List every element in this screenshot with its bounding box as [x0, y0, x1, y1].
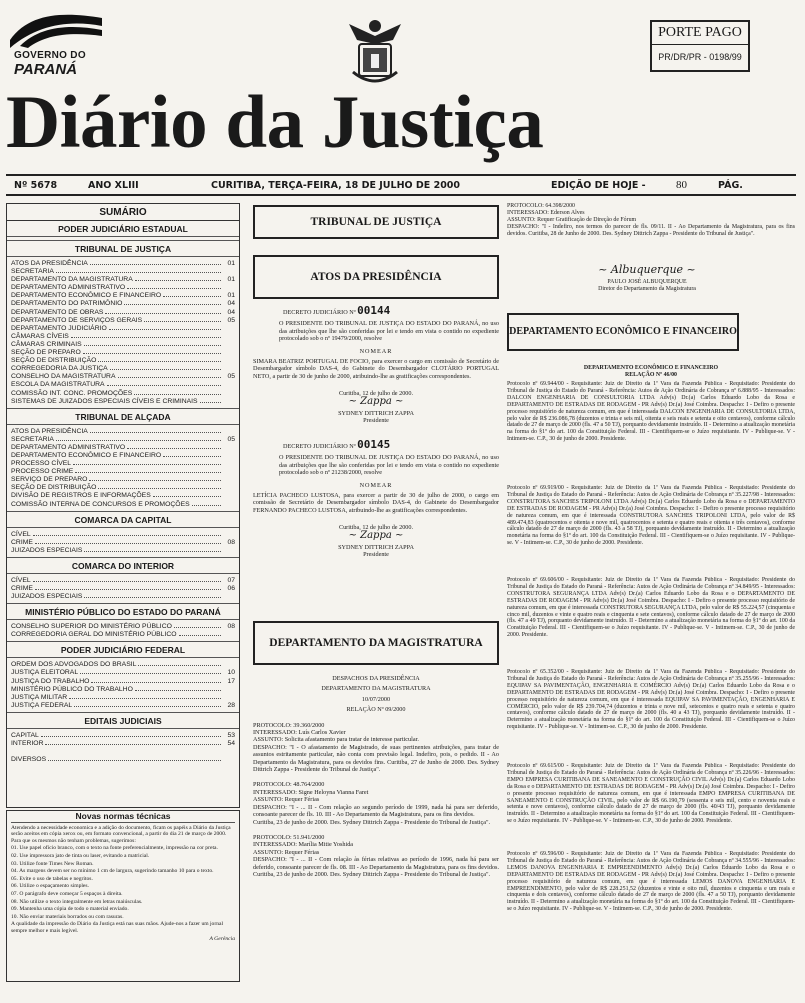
- sumario-entry: [7, 389, 239, 397]
- normas-item: 08. Não utilize o texto integralmente em letras maiúsculas.: [11, 898, 143, 905]
- sumario-entry: [7, 491, 239, 499]
- leader-dots: [84, 546, 221, 552]
- right-column: [507, 203, 799, 993]
- leader-dots: [138, 660, 221, 666]
- sumario-entry-page: 01: [227, 292, 235, 300]
- right-signer-role: Diretor do Departamento da Magistratura: [598, 285, 696, 292]
- right-signature-block: [547, 263, 747, 293]
- normas-item: 06. Utilize o espaçamento simples.: [11, 883, 89, 890]
- porte-pago-code: PR/DR/PR - 0198/99: [658, 52, 742, 62]
- leader-dots: [163, 291, 221, 297]
- leader-dots: [41, 731, 221, 737]
- leader-dots: [127, 283, 221, 289]
- decree-2-num: 00145: [357, 438, 391, 451]
- sumario-entry-label: CRIME: [11, 538, 33, 546]
- sumario-entry-label: ATOS DA PRESIDÊNCIA: [11, 427, 88, 435]
- sumario-entry: [7, 356, 239, 364]
- decree-2-role: Presidente: [363, 551, 389, 559]
- sumario-entry-label: CAPITAL: [11, 731, 39, 739]
- sumario-entry: [7, 660, 239, 668]
- sumario-entry: [7, 397, 239, 405]
- leader-dots: [127, 443, 221, 449]
- sumario-entry-label: CÂMARAS CÍVEIS: [11, 332, 69, 340]
- sumario-entry: [7, 348, 239, 356]
- leader-dots: [56, 267, 221, 273]
- sumario-entry-label: JUSTIÇA MILITAR: [11, 693, 68, 701]
- decree-2-nomear: NOMEAR: [359, 481, 393, 489]
- leader-dots: [107, 380, 221, 386]
- despacho-protocol-2: PROTOCOLO: 48.764/2000 INTERESSADO: Signe Heloyna Vianna Faret ASSUNTO: Requer Férias DESPACHO: "I - ... II - Com relação ao segundo período de 1999, nada há para ser deferido, consoante parecer de fls. 10. III - Ao Departamento da Magistratura, para os fins devidos. Curitiba, 23 de junho de 2000. Des. Sydney Dittrich Zappa - Presidente do Tribunal de Justiça".: [253, 781, 499, 826]
- leader-dots: [90, 427, 221, 433]
- leader-dots: [83, 348, 221, 354]
- sumario-entry-page: 08: [227, 538, 235, 546]
- decree-1-place: Curitiba, 12 de julho de 2000.: [338, 390, 414, 398]
- sumario-entry: [7, 668, 239, 676]
- sumario-entry: [7, 731, 239, 739]
- leader-dots: [98, 356, 221, 362]
- sumario-section-heading: PODER JUDICIÁRIO FEDERAL: [7, 641, 239, 658]
- sumario-entry: [7, 467, 239, 475]
- porte-pago-label: PORTE PAGO: [652, 25, 748, 45]
- sumario-entry-label: DEPARTAMENTO ECONÔMICO E FINANCEIRO: [11, 292, 162, 300]
- despachos-heading-3: 10/07/2000: [361, 695, 391, 703]
- sumario-entry: [7, 630, 239, 638]
- normas-outro: A qualidade da impressão do Diário da Justiça está nas suas mãos. Ajude-nos a fazer um jornal sempre melhor e mais legível.: [11, 921, 224, 934]
- normas-tecnicas-box: [6, 810, 240, 982]
- sumario-entry-label: PROCESSO CRIME: [11, 468, 74, 476]
- sumario-entry-label: ATOS DA PRESIDÊNCIA: [11, 260, 88, 267]
- normas-item: 03. Utilize fonte Times New Roman.: [11, 860, 94, 867]
- sumario-body: [7, 221, 239, 763]
- sumario-entry: [7, 259, 239, 267]
- leader-dots: [13, 747, 221, 753]
- requisitorio-protocol: Protocolo nº 69.615/00 - Requisitante: Juiz de Direito da 1ª Vara da Fazenda Pública - Requisitado: Presidente do Tribunal de Justiça do Estado do Paraná - Referência: Autos de Ação Ordinária de Cobrança nº 35.226/96 - Interessados: EMPO EMPRESA CURITIBANA DE SANEAMENTO E CONSTRUÇÃO CIVIL Adv(s) Dr.(a) Carlos Eduardo Lobo da Rosa e o DEPARTAMENTO DE ESTRADAS DE RODAGEM - PR Adv(s) Dr.(a) José Coimbra. Despacho: I - Defiro o presente processo requisitório de natureza comum, em que é interessada EMPO EMPRESA CURITIBANA DE SANEAMENTO E CONSTRUÇÃO CIVIL, pelo valor de R$ 66.190,79 (sessenta e seis mil, cento e noventa reais e setenta e nove centavos), conforme cálculo datado de 27 de março de 2000 (fls. 40/43 TJ), porquanto devidamente instruído. II - Determino a atualização monetária na forma do §1º do art. 100 da Constituição Federal. III - Cientifiquem-se o Juízo requisitante. IV - Publique-se. V - Intimem-se. C.P., 30 de junho de 2000. Presidente.: [507, 763, 795, 825]
- despacho-protocol-3: PROTOCOLO: 51.941/2000 INTERESSADO: Marília Mitie Yoshida ASSUNTO: Requer Férias DESPACHO: "I - ... II - Com relação às férias relativas ao período de 1996, nada há para ser deferido, consoante parecer de fls. 08. III - Ao Departamento da Magistratura, para os fins devidos. Curitiba, 23 de junho de 2000. Des. Sydney Dittrich Zappa - Presidente do Tribunal de Justiça".: [253, 833, 499, 878]
- despachos-heading-2: DEPARTAMENTO DA MAGISTRATURA: [321, 685, 431, 693]
- leader-dots: [192, 500, 221, 506]
- right-signature: ~ Albuquerque ~: [598, 263, 696, 276]
- sumario-title: SUMÁRIO: [7, 204, 239, 221]
- leader-dots: [118, 372, 222, 378]
- decree-2-nomear-text: LETÍCIA PACHECO LUSTOSA, para exercer a partir de 30 de julho de 2000, o cargo em comissão de Secretário de Desembargador símbolo DAS-4, do Gabinete do Desembargador FERNANDO PACHECO LUSTOSA, atribuindo-lhe as gratificações correspondentes.: [253, 492, 499, 514]
- sumario-entry: [7, 372, 239, 380]
- sumario-section-heading: PODER JUDICIÁRIO ESTADUAL: [7, 221, 239, 237]
- sumario-entry-label: CÍVEL: [11, 576, 31, 584]
- leader-dots: [80, 668, 221, 674]
- leader-dots: [179, 630, 221, 636]
- sumario-entry-label: ORDEM DOS ADVOGADOS DO BRASIL: [11, 661, 137, 669]
- issue-number: Nº 5678: [14, 180, 58, 191]
- leader-dots: [45, 739, 221, 745]
- sumario-box: [6, 203, 240, 808]
- sumario-entry: [7, 451, 239, 459]
- sumario-entry: [7, 364, 239, 372]
- decree-1-label: DECRETO JUDICIÁRIO Nº: [283, 309, 356, 316]
- sumario-entry-label: SEÇÃO DE PREPARO: [11, 349, 81, 357]
- sumario-entry-label: ESCOLA DA MAGISTRATURA: [11, 381, 105, 389]
- leader-dots: [84, 592, 221, 598]
- sumario-entry-label: DEPARTAMENTO DA MAGISTRATURA: [11, 276, 133, 284]
- leader-dots: [200, 397, 221, 403]
- sumario-entry-label: SECRETARIA: [11, 268, 54, 276]
- decree-2-text: O PRESIDENTE DO TRIBUNAL DE JUSTIÇA DO ESTADO DO PARANÁ, no uso das atribuições que lhe são conferidas por lei e tendo em vista o contido no expediente protocolado sob o nº 21238/2000, resolve: [279, 454, 499, 477]
- sumario-entry-label: CONSELHO DA MAGISTRATURA: [11, 373, 116, 381]
- decree-1-number: [253, 304, 499, 317]
- sumario-section-heading: COMARCA DO INTERIOR: [7, 557, 239, 574]
- sumario-entry: [7, 747, 239, 755]
- dateline-bar: [6, 174, 796, 196]
- sumario-entry: [7, 459, 239, 467]
- newspaper-title: Diário da Justiça: [6, 81, 544, 164]
- leader-dots: [56, 435, 221, 441]
- sumario-entry-label: SECRETARIA: [11, 435, 54, 443]
- sumario-entry: [7, 592, 239, 600]
- sumario-entry: [7, 291, 239, 299]
- leader-dots: [35, 584, 221, 590]
- sumario-entry-label: DEPARTAMENTO DE OBRAS: [11, 308, 104, 316]
- leader-dots: [163, 451, 221, 457]
- leader-dots: [89, 475, 221, 481]
- right-signer: PAULO JOSÉ ALBUQUERQUE: [607, 279, 687, 285]
- decree-1-text: O PRESIDENTE DO TRIBUNAL DE JUSTIÇA DO ESTADO DO PARANÁ, no uso das atribuições que lhe são conferidas por lei e tendo em vista o contido no expediente protocolado sob o nº 19479/2000, resolve: [279, 320, 499, 343]
- leader-dots: [174, 622, 221, 628]
- edition-label: EDIÇÃO DE HOJE -: [551, 180, 646, 191]
- sumario-section-heading: EDITAIS JUDICIAIS: [7, 712, 239, 729]
- leader-dots: [33, 576, 221, 582]
- right-top-protocol: PROTOCOLO: 64.398/2000 INTERESSADO: Ederson Alves ASSUNTO: Requer Gratificação de Direção de Fórum DESPACHO: "I - Indefiro, nos termos do parecer de fls. 09/11. II - Ao Departamento da Magistratura, para os fins devidos. Curitiba, 28 de Junho de 2000. Des. Sydney Dittrich Zappa - Presidente do Tribunal de Justiça".: [507, 203, 795, 237]
- page-count: 80: [676, 179, 687, 191]
- despachos-heading-4: RELAÇÃO Nº 09/2000: [346, 706, 406, 714]
- sumario-entry: [7, 546, 239, 554]
- sumario-entry-label: COMISSÃO INTERNA DE CONCURSOS E PROMOÇÕES: [11, 500, 190, 508]
- decree-2-signer: SYDNEY DITTRICH ZAPPA: [338, 543, 414, 551]
- sumario-entry-label: JUIZADOS ESPECIAIS: [11, 593, 83, 601]
- sumario-entry-label: INTERIOR: [11, 740, 44, 748]
- sumario-section-heading: COMARCA DA CAPITAL: [7, 511, 239, 528]
- normas-heading: Novas normas técnicas: [11, 813, 235, 823]
- sumario-entry-label: CORREGEDORIA GERAL DO MINISTÉRIO PÚBLICO: [11, 631, 177, 639]
- normas-signature: A Gerência: [209, 935, 235, 942]
- decree-1-role: Presidente: [363, 417, 389, 425]
- sumario-entry-page: 53: [227, 731, 235, 739]
- decree-1: [253, 304, 499, 425]
- relacao-heading-1: DEPARTAMENTO ECONÔMICO E FINANCEIRO: [583, 365, 719, 371]
- sumario-entry: [7, 275, 239, 283]
- normas-intro: Atendendo a necessidade economica e a adição do documento, ficam os papéis a Diário da Justiça serão aceitos em cópia xerox ou, em formato convencional, a partir do dia 21 de março de 2000. Para que os mesmos não tenham problemas, sugerimos:: [11, 824, 231, 844]
- decree-2: [253, 438, 499, 559]
- requisitorio-protocol: Protocolo nº 69.944/00 - Requisitante: Juiz de Direito da 1ª Vara da Fazenda Pública - Requisitado: Presidente do Tribunal de Justiça do Estado do Paraná - Referência: Autos de Ação Ordinária de Cobrança nº 6.888/95 - Interessados: DALCON ENGENHARIA DE CONSULTORIA LTDA Adv(s) Dr.(a) Carlos Eduardo Lobo da Rosa e DEPARTAMENTO DE ESTRADAS DE RODAGEM - PR Adv(s) Dr.(a) José Coimbra. Despacho: I - Defiro o presente processo requisitório de natureza comum, em que é interessada DALCON ENGENHARIA DE CONSULTORIA LTDA, pelo valor de R$ 236.086,78 (duzentos e trinta e seis mil, oitenta e seis reais e setenta e oito centavos), conforme cálculo datado de 27 de março de 2000 (fls. 47 a 50 TJ), porquanto devidamente instruído. II - Determino a atualização monetária na forma do §1º do art. 100 da Constituição Federal. III - Cientifiquem-se o Juízo requisitante. IV - Publique-se. V - Intimem-se. C.P., 30 de junho de 2000. Presidente.: [507, 381, 795, 443]
- sumario-entry-label: CORREGEDORIA DA JUSTIÇA: [11, 365, 108, 373]
- sumario-entry-page: 04: [227, 308, 235, 316]
- sumario-entry-label: PROCESSO CÍVEL: [11, 460, 72, 468]
- leader-dots: [144, 316, 221, 322]
- sumario-entry: [7, 685, 239, 693]
- sumario-entry: [7, 435, 239, 443]
- leader-dots: [153, 491, 221, 497]
- sumario-entry-page: 05: [227, 435, 235, 443]
- sumario-entry-label: CRIME: [11, 585, 33, 592]
- sumario-entry: [7, 443, 239, 451]
- porte-pago-stamp: [650, 20, 750, 72]
- sumario-entry-page: 54: [227, 740, 235, 748]
- leader-dots: [105, 308, 221, 314]
- sumario-entry: [7, 622, 239, 630]
- sumario-entry-page: 01: [227, 276, 235, 284]
- leader-dots: [33, 530, 221, 536]
- sumario-entry-label: JUSTIÇA FEDERAL: [11, 701, 73, 709]
- despachos-section: [253, 675, 499, 878]
- sumario-entry: [7, 530, 239, 538]
- sumario-entry: [7, 299, 239, 307]
- relacao-heading: [507, 365, 795, 379]
- sumario-entry: [7, 340, 239, 348]
- sumario-entry-page: 04: [227, 300, 235, 308]
- normas-item: 02. Use impressora jato de tinta ou laser, evitando a matricial.: [11, 852, 150, 859]
- sumario-entry-label: DEPARTAMENTO ADMINISTRATIVO: [11, 284, 126, 292]
- requisitorio-protocol: Protocolo nº 69.596/00 - Requisitante: Juiz de Direito da 1ª Vara da Fazenda Pública - Requisitado: Presidente do Tribunal de Justiça do Estado do Paraná - Referência: Autos de Ação Ordinária de Cobrança nº 34.555/96 - Interessados: LEMOS DANOVA ENGENHARIA E EMPREENDIMENTO Adv(s) Dr.(a) Carlos Eduardo Lobo da Rosa e o DEPARTAMENTO DE ESTRADAS DE RODAGEM - PR Adv(s) Dr.(a) José Coimbra. Despacho: I - Defiro o presente processo requisitório de natureza comum, em que é interessada LEMOS DANOVA ENGENHARIA E EMPREENDIMENTO, pelo valor de R$ 228.251,52 (duzentos e vinte e oito mil, duzentos e cinquenta e um reais e cinquenta e dois centavos), conforme cálculo datado de 27 de março de 2000 (fls. 47 a 50 TJ), porquanto devidamente instruído. II - Determino a atualização monetária na forma do §1º do art. 100 da Constituição Federal. III - Cientifiquem-se o Juízo requisitante. IV - Publique-se. V - Intimem-se. C.P., 30 de junho de 2000. Presidente.: [507, 851, 795, 913]
- normas-item: 07. O parágrafo deve começar 5 espaços à direita.: [11, 890, 123, 897]
- sumario-entry-label: JUIZADOS ESPECIAIS: [11, 546, 83, 554]
- decree-2-place: Curitiba, 12 de julho de 2000.: [338, 524, 414, 532]
- normas-items: [11, 845, 235, 920]
- sumario-entry: [7, 677, 239, 685]
- sumario-entry-page: 28: [227, 701, 235, 709]
- sumario-entry-page: 05: [227, 373, 235, 381]
- sumario-entry-label: DIVISÃO DE REGISTROS E INFORMAÇÕES: [11, 492, 151, 500]
- sumario-entry: [7, 316, 239, 324]
- leader-dots: [98, 483, 221, 489]
- departamento-magistratura-header: DEPARTAMENTO DA MAGISTRATURA: [253, 621, 499, 665]
- leader-dots: [48, 755, 221, 761]
- sumario-section-heading: TRIBUNAL DE ALÇADA: [7, 408, 239, 425]
- sumario-entry-label: SEÇÃO DE DISTRIBUIÇÃO: [11, 357, 97, 365]
- sumario-entry-label: JUSTIÇA DO TRABALHO: [11, 677, 90, 685]
- normas-item: 10. Não enviar materiais borrados ou com rasuras.: [11, 913, 124, 920]
- normas-item: 01. Use papel ofício branco, com o texto na fonte preferencialmente, impressão na cor preta.: [11, 845, 218, 852]
- normas-item: 04. As margens devem ser no mínimo 1 cm de largura, sugerindo tamanho 10 para o texto.: [11, 868, 214, 875]
- sumario-entry: [7, 475, 239, 483]
- normas-item: 05. Evite o uso de tabelas e negritos.: [11, 875, 93, 882]
- sumario-section-heading: MINISTÉRIO PÚBLICO DO ESTADO DO PARANÁ: [7, 603, 239, 620]
- sumario-entry-label: DEPARTAMENTO DE SERVIÇOS GERAIS: [11, 316, 143, 324]
- leader-dots: [91, 677, 221, 683]
- decree-1-nomear-text: SIMARA BEATRIZ PORTUGAL DE FOCIO, para exercer o cargo em comissão de Secretário de Desembargador símbolo DAS-4, do Gabinete do Desembargador CLOTÁRIO PORTUGAL NETO, a partir de 30 de junho de 2000, atribuindo-lhe as gratificações correspondentes.: [253, 358, 499, 380]
- sumario-entry-label: COMISSÃO INT. CONC. PROMOÇÕES: [11, 389, 133, 397]
- sumario-entry: [7, 324, 239, 332]
- sumario-entry-page: 07: [227, 576, 235, 584]
- sumario-entry-label: DEPARTAMENTO JUDICIÁRIO: [11, 324, 107, 332]
- leader-dots: [74, 701, 221, 707]
- sumario-entry-label: DEPARTAMENTO DO PATRIMÔNIO: [11, 300, 123, 308]
- sumario-entry: [7, 755, 239, 763]
- sumario-entry: [7, 308, 239, 316]
- sumario-entry-label: DEPARTAMENTO ADMINISTRATIVO: [11, 443, 126, 451]
- leader-dots: [73, 459, 221, 465]
- decree-2-label: DECRETO JUDICIÁRIO Nº: [283, 443, 356, 450]
- sumario-entry-label: SEÇÃO DE DISTRIBUIÇÃO: [11, 484, 97, 492]
- requisitorio-protocol: Protocolo nº 65.352/00 - Requisitante: Juiz de Direito da 1ª Vara da Fazenda Pública - Requisitado: Presidente do Tribunal de Justiça do Estado do Paraná - Referência: Autos de Ação Ordinária de Cobrança nº 35.255/96 - Interessados: EQUIPAV SA PAVIMENTAÇÃO, ENGENHARIA E COMÉRCIO Adv(s) Dr.(a) Carlos Eduardo Lobo da Rosa e o DEPARTAMENTO DE ESTRADAS DE RODAGEM - PR Adv(s) Dr.(a) José Coimbra. Despacho: I - Defiro o presente processo requisitório de natureza comum, em que é interessada EQUIPAV SA PAVIMENTAÇÃO, ENGENHARIA E COMÉRCIO, pelo valor de R$ 239.704,74 (duzentos e trinta e nove mil, setecentos e quatro reais e setenta e quatro centavos), conforme cálculo datado de 27 de março de 2000 (fls. 40 a 43 TJ), porquanto devidamente instruído. II - Determino a atualização monetária na forma do §1º do art. 100 da Constituição Federal. III - Cientifiquem-se o Juízo requisitante. IV - Publique-se. V - Intimem-se. C.P., 30 de junho de 2000. Presidente.: [507, 669, 795, 731]
- sumario-entry: [7, 576, 239, 584]
- sumario-entry: [7, 332, 239, 340]
- sumario-entry-label: CÍVEL: [11, 530, 31, 538]
- departamento-economico-header: DEPARTAMENTO ECONÔMICO E FINANCEIRO: [507, 313, 739, 351]
- leader-dots: [35, 538, 221, 544]
- issue-date: CURITIBA, TERÇA-FEIRA, 18 DE JULHO DE 2000: [211, 180, 461, 191]
- leader-dots: [109, 324, 221, 330]
- sumario-entry-page: 05: [227, 316, 235, 324]
- decree-2-number: [253, 438, 499, 451]
- parana-wave-icon: [10, 10, 102, 48]
- sumario-entry-label: DIVERSOS: [11, 756, 47, 764]
- atos-presidencia-header: ATOS DA PRESIDÊNCIA: [253, 255, 499, 299]
- sumario-section-heading: TRIBUNAL DE JUSTIÇA: [7, 240, 239, 257]
- sumario-entry: [7, 739, 239, 747]
- sumario-entry: [7, 500, 239, 508]
- leader-dots: [90, 259, 221, 265]
- decree-1-signature: ~ Zappa ~: [348, 395, 404, 407]
- sumario-entry-page: 06: [227, 585, 235, 592]
- decree-1-signer: SYDNEY DITTRICH ZAPPA: [338, 409, 414, 417]
- sumario-entry: [7, 283, 239, 291]
- sumario-entry-label: CONSELHO SUPERIOR DO MINISTÉRIO PÚBLICO: [11, 623, 172, 631]
- sumario-entry: [7, 538, 239, 546]
- leader-dots: [69, 693, 221, 699]
- sumario-entry-page: 01: [227, 260, 235, 267]
- decree-1-num: 00144: [357, 304, 391, 317]
- normas-item: 09. Mantenha uma cópia de todo o material enviado.: [11, 906, 129, 913]
- leader-dots: [71, 332, 221, 338]
- decree-2-signature: ~ Zappa ~: [348, 529, 404, 541]
- issue-year: ANO XLIII: [88, 180, 139, 191]
- sumario-entry-label: SISTEMAS DE JUIZADOS ESPECIAIS CÍVEIS E CRIMINAIS: [11, 397, 198, 405]
- sumario-entry-label: DEPARTAMENTO ECONÔMICO E FINANCEIRO: [11, 451, 162, 459]
- sumario-entry-label: MINISTÉRIO PÚBLICO DO TRABALHO: [11, 685, 133, 693]
- sumario-entry: [7, 701, 239, 709]
- page-count-label: PÁG.: [718, 180, 743, 191]
- requisitorio-protocol: Protocolo nº 69.606/00 - Requisitante: Juiz de Direito da 1ª Vara da Fazenda Pública - Requisitado: Presidente do Tribunal de Justiça do Estado do Paraná - Referência: Autos de Ação Ordinária de Cobrança nº 34.849/95 - Interessados: CONSTRUTORA SEGURANÇA LTDA Adv(s) Dr.(a) Carlos Eduardo Lobo da Rosa e o DEPARTAMENTO DE ESTRADAS DE RODAGEM - PR Adv(s) Dr.(a) José Coimbra. Despacho: I - Defiro o presente processo requisitório de natureza comum, em que é interessada CONSTRUTORA SEGURANÇA LTDA, pelo valor de R$ 55.224,57 (cinquenta e cinco mil, duzentos e vinte e quatro reais e cinquenta e sete centavos), conforme cálculo datado de 27 de março de 2000 (fls. 47 a 49 TJ), porquanto devidamente instruído. II - Determino a atualização monetária na forma do §1º do art. 100 da Constituição Federal. III - Cientifiquem-se o Juízo requisitante. IV - Publique-se. V - Intimem-se. C.P., 30 de junho de 2000. Presidente.: [507, 577, 795, 639]
- sumario-entry-page: 10: [227, 669, 235, 677]
- despacho-protocol-1: PROTOCOLO: 39.360/2000 INTERESSADO: Luís Carlos Xavier ASSUNTO: Solicita afastamento para tratar de interesse particular. DESPACHO: "I - O afastamento de Magistrado, de suas pertinentes atribuições, para tratar de assuntos estritamente particular, não conta com previsão legal. Indefiro, pois, o pedido. II - Ao Departamento da Magistratura, para os devidos fins. Curitiba, 27 de Junho de 2000. Des. Sydney Dittrich Zappa - Presidente do Tribunal de Justiça".: [253, 721, 499, 774]
- leader-dots: [84, 340, 221, 346]
- sumario-entry: [7, 380, 239, 388]
- leader-dots: [135, 275, 221, 281]
- despachos-heading-1: DESPACHOS DA PRESIDÊNCIA: [332, 675, 420, 682]
- tribunal-justica-header: TRIBUNAL DE JUSTIÇA: [253, 205, 499, 239]
- relacao-heading-2: RELAÇÃO Nº 46/00: [624, 371, 678, 378]
- sumario-entry-label: JUSTIÇA ELEITORAL: [11, 669, 79, 677]
- gov-label-line1: GOVERNO DO: [14, 50, 86, 61]
- requisitorio-protocol: Protocolo nº 69.919/00 - Requisitante: Juiz de Direito da 1ª Vara da Fazenda Pública - Requisitado: Presidente do Tribunal de Justiça do Estado do Paraná - Referência: Autos de Ação Ordinária de Cobrança nº 35.227/98 - Interessados: CONSTRUTORA SANCHES TRIPOLONI LTDA Adv(s) Dr.(a) Carlos Eduardo Lobo da Rosa e o DEPARTAMENTO DE ESTRADAS DE RODAGEM - PR Adv(s) Dr.(a) José Coimbra. Despacho: I - Defiro o presente processo requisitório de natureza comum, em que é interessada CONSTRUTORA SANCHES TRIPOLONI LTDA, pelo valor de R$ 489.474,83 (quatrocentos e oitenta e nove mil, quatrocentos e setenta e quatro reais e oitenta e três centavos), conforme cálculo datado de 27 de março de 2000 (fls. 43 a 58 TJ), porquanto devidamente instruído. II - Determino a atualização monetária na forma do §1º do art. 100 da Constituição Federal. III - Cientifiquem-se o Juízo requisitante. IV - Publique-se. V - Intimem-se. C.P., 30 de junho de 2000. Presidente.: [507, 485, 795, 547]
- sumario-entry: [7, 267, 239, 275]
- sumario-entry: [7, 584, 239, 592]
- sumario-entry-page: 08: [227, 623, 235, 631]
- sumario-entry-label: SERVIÇO DE PREPARO: [11, 476, 88, 484]
- sumario-entry-page: 17: [227, 677, 235, 685]
- sumario-entry: [7, 483, 239, 491]
- coat-of-arms-icon: [345, 16, 405, 88]
- governo-parana-logo: [10, 10, 102, 76]
- leader-dots: [75, 467, 221, 473]
- sumario-entry: [7, 693, 239, 701]
- leader-dots: [134, 389, 221, 395]
- leader-dots: [124, 299, 221, 305]
- decree-1-nomear: NOMEAR: [359, 347, 393, 355]
- middle-column: [253, 203, 499, 993]
- sumario-entry-label: CÂMARAS CRIMINAIS: [11, 340, 82, 348]
- leader-dots: [110, 364, 221, 370]
- leader-dots: [135, 685, 221, 691]
- gov-label-line2: PARANÁ: [14, 61, 78, 78]
- sumario-entry: [7, 427, 239, 435]
